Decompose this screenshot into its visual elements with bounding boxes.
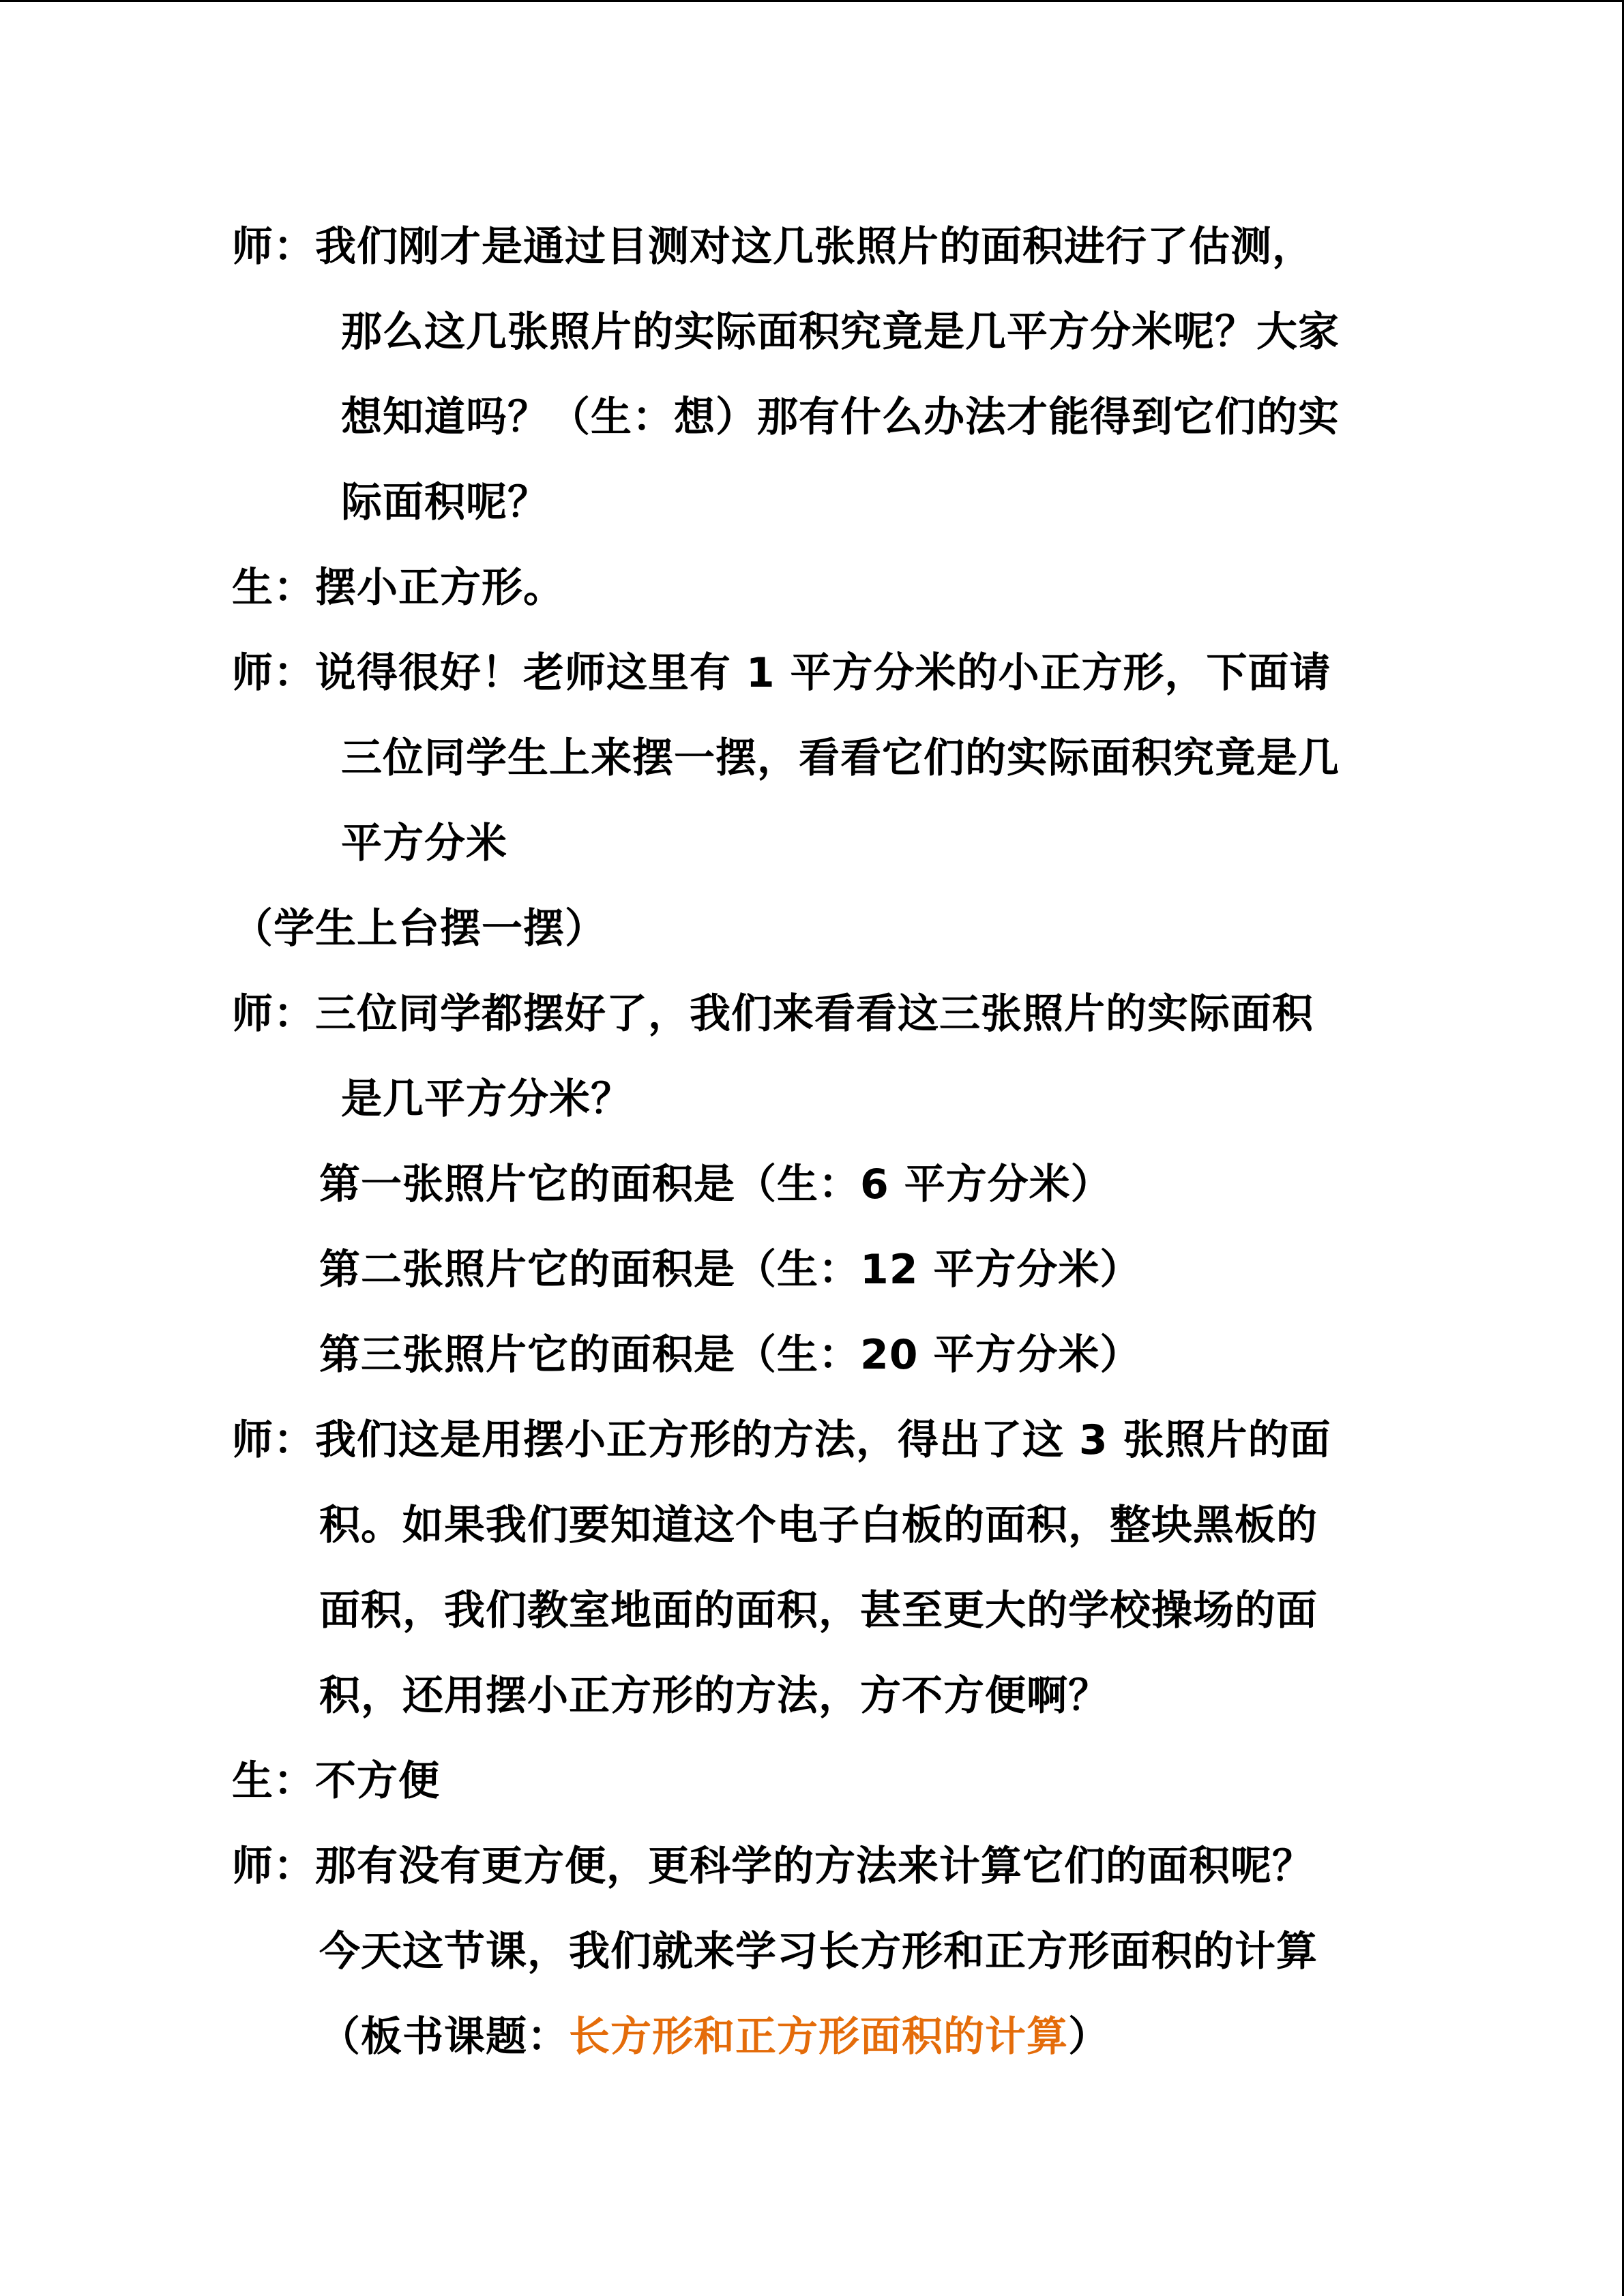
text-line: 第一张照片它的面积是（生：6 平方分米）	[319, 1161, 1112, 1208]
text-line: 积。如果我们要知道这个电子白板的面积，整块黑板的	[319, 1502, 1318, 1549]
lesson-title-suffix: ）	[1068, 2013, 1110, 2061]
text-line: 面积，我们教室地面的面积，甚至更大的学校操场的面	[319, 1587, 1318, 1635]
text-line: 生：不方便	[232, 1757, 440, 1805]
lesson-title-highlight: 长方形和正方形面积的计算	[569, 2013, 1068, 2061]
lesson-title-line	[319, 1995, 1110, 2080]
text-line: 三位同学生上来摆一摆，看看它们的实际面积究竟是几	[341, 734, 1340, 782]
text-line: 际面积呢？	[341, 479, 549, 526]
text-line: 师：说得很好！老师这里有 1 平方分米的小正方形，下面请	[232, 649, 1331, 697]
text-line: 生：摆小正方形。	[232, 564, 565, 612]
text-line: 积，还用摆小正方形的方法，方不方便啊？	[319, 1672, 1110, 1720]
text-line: 是几平方分米？	[341, 1075, 632, 1123]
text-line: 平方分米	[341, 820, 507, 867]
text-line: （学生上台摆一摆）	[232, 905, 606, 953]
text-line: 师：我们这是用摆小正方形的方法，得出了这 3 张照片的面	[232, 1416, 1331, 1464]
text-line: 第二张照片它的面积是（生：12 平方分米）	[319, 1246, 1142, 1294]
text-line: 想知道吗？（生：想）那有什么办法才能得到它们的实	[341, 393, 1340, 441]
text-line: 那么这几张照片的实际面积究竟是几平方分米呢？大家	[341, 308, 1340, 356]
text-line: 第三张照片它的面积是（生：20 平方分米）	[319, 1331, 1142, 1379]
text-line: 师：我们刚才是通过目测对这几张照片的面积进行了估测，	[232, 223, 1314, 271]
text-line: 师：那有没有更方便，更科学的方法来计算它们的面积呢？	[232, 1843, 1314, 1890]
text-line: 师：三位同学都摆好了，我们来看看这三张照片的实际面积	[232, 990, 1314, 1038]
text-line: 今天这节课，我们就来学习长方形和正方形面积的计算	[319, 1928, 1318, 1976]
lesson-title-prefix: （板书课题：	[319, 2013, 569, 2061]
